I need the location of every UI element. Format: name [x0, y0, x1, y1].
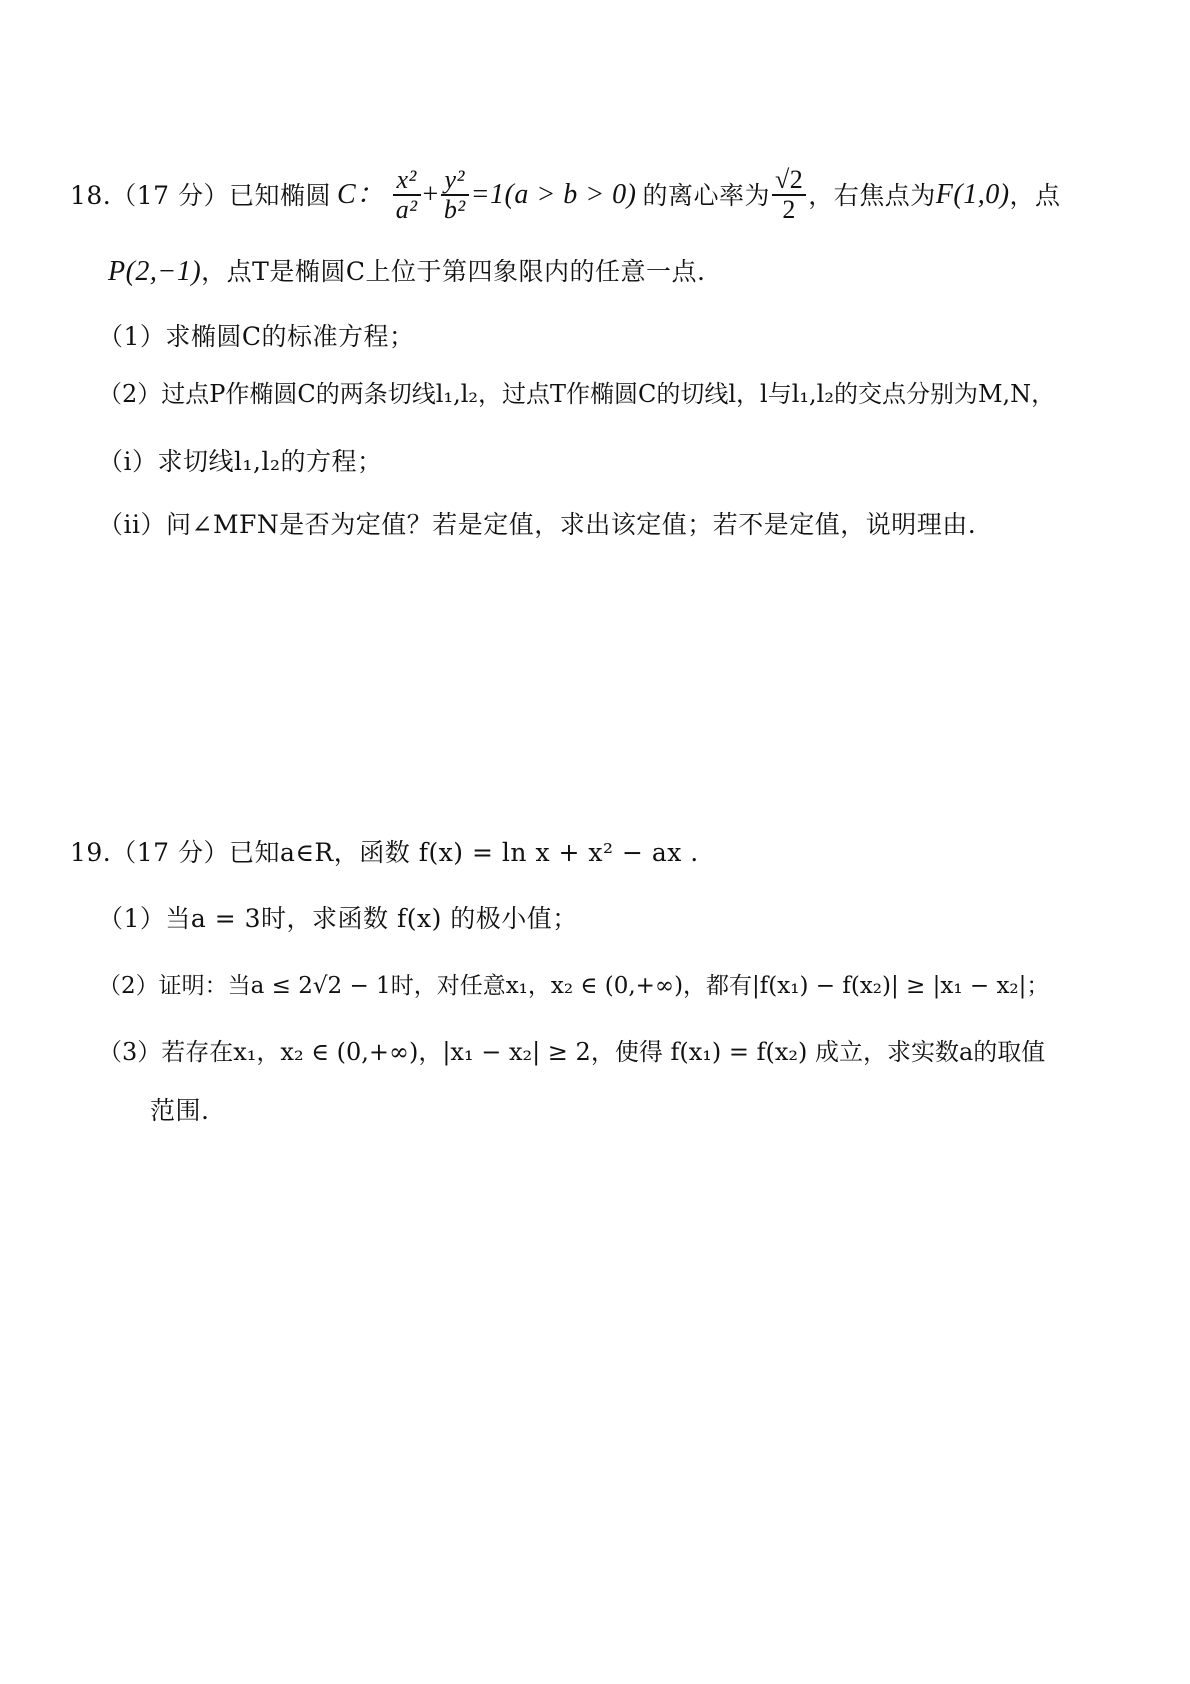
- q18-line2-text: ，点T是椭圆C上位于第四象限内的任意一点.: [201, 257, 706, 286]
- q18-ecc-text: 的离心率为: [642, 180, 770, 210]
- q19-part1: （1）当a = 3时，求函数 f(x) 的极小值；: [98, 904, 578, 933]
- q18-part2-ii: （ii）问∠MFN是否为定值？若是定值，求出该定值；若不是定值，说明理由.: [98, 510, 977, 539]
- q18-intro-line: [70, 165, 1061, 225]
- q18-part2-i: （i）求切线l₁,l₂的方程；: [98, 447, 383, 476]
- q19-part3-cont: 范围.: [150, 1096, 210, 1125]
- q19-part2: （2）证明：当a ≤ 2√2 − 1时，对任意x₁，x₂ ∈ (0,+∞)，都有|f(x₁) − f(x₂)| ≥ |x₁ − x₂|；: [98, 973, 1050, 999]
- q18-y-numerator: y²: [444, 164, 465, 194]
- q18-ecc-fraction: [772, 166, 806, 225]
- q18-focus-text: ，右焦点为: [808, 180, 936, 210]
- q18-intro-prefix: 18.（17 分）已知椭圆: [70, 180, 332, 210]
- q18-x-fraction: [393, 166, 421, 225]
- q18-ecc-numerator: √2: [774, 164, 804, 194]
- q18-eq-rhs: =1(a > b > 0): [470, 179, 637, 210]
- q18-y-fraction: [441, 166, 469, 225]
- q18-y-denominator: b²: [443, 194, 466, 224]
- q18-dian: ，点: [1009, 180, 1061, 210]
- q18-part2: （2）过点P作椭圆C的两条切线l₁,l₂，过点T作椭圆C的切线l，l与l₁,l₂的交点分别为M,N，: [98, 380, 1056, 408]
- q19-part3: （3）若存在x₁，x₂ ∈ (0,+∞)，|x₁ − x₂| ≥ 2，使得 f(x₁) = f(x₂) 成立，求实数a的取值: [98, 1038, 1046, 1066]
- q18-part1: （1）求椭圆C的标准方程；: [98, 322, 415, 351]
- q18-point-p: P(2,−1): [108, 256, 202, 287]
- q18-ellipse-name: C：: [337, 179, 385, 210]
- q18-focus-point: F(1,0): [935, 179, 1010, 210]
- q18-x-denominator: a²: [395, 194, 418, 224]
- q18-x-numerator: x²: [396, 164, 417, 194]
- q18-line2: [108, 258, 705, 286]
- q19-intro: 19.（17 分）已知a∈R，函数 f(x) = ln x + x² − ax .: [70, 838, 699, 867]
- q18-ecc-denominator: 2: [782, 194, 796, 224]
- q18-plus: +: [422, 179, 439, 210]
